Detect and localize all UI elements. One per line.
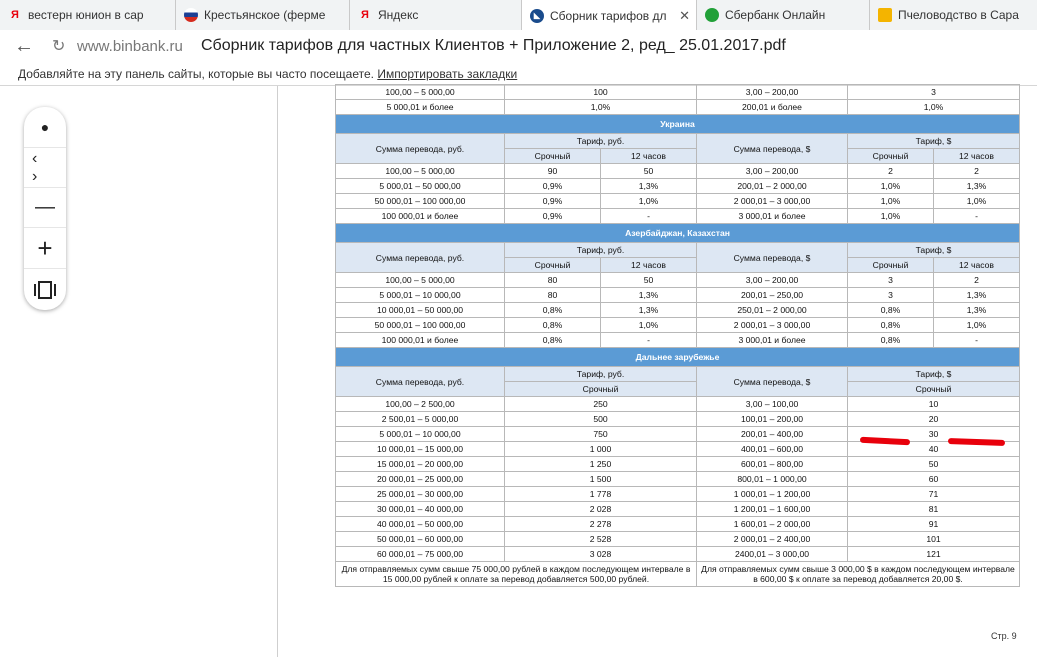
footnote-rub: Для отправляемых сумм свыше 75 000,00 рублей в каждом последующем интервале в 15 000,00 рублей к оплате за перевод добавляется 500,00 рублей. bbox=[336, 562, 697, 587]
table-row bbox=[336, 472, 1020, 487]
col-header-urgent: Срочный bbox=[505, 149, 601, 164]
table-footnote-row bbox=[336, 562, 1020, 587]
cell: 3,00 – 200,00 bbox=[697, 273, 848, 288]
cell: 2 000,01 – 3 000,00 bbox=[697, 194, 848, 209]
cell: 91 bbox=[848, 517, 1020, 532]
cell: 100,01 – 200,00 bbox=[697, 412, 848, 427]
cell: 50 000,01 – 100 000,00 bbox=[336, 194, 505, 209]
tab-beekeeping[interactable] bbox=[870, 0, 1037, 30]
cell: 200,01 – 250,00 bbox=[697, 288, 848, 303]
col-header-12h: 12 часов bbox=[934, 258, 1020, 273]
column-header-row bbox=[336, 243, 1020, 258]
cell: 81 bbox=[848, 502, 1020, 517]
table-row bbox=[336, 547, 1020, 562]
cell: 50 bbox=[601, 273, 697, 288]
cell: 1,0% bbox=[934, 194, 1020, 209]
col-header-sum-usd: Сумма перевода, $ bbox=[697, 367, 848, 397]
cell: - bbox=[601, 333, 697, 348]
table-row bbox=[336, 100, 1020, 115]
sberbank-favicon-icon bbox=[705, 8, 719, 22]
cell: 90 bbox=[505, 164, 601, 179]
table-row bbox=[336, 502, 1020, 517]
cell: 50 000,01 – 100 000,00 bbox=[336, 318, 505, 333]
tab-title: Сбербанк Онлайн bbox=[725, 8, 826, 22]
col-header-tariff-usd: Тариф, $ bbox=[848, 243, 1020, 258]
table-row bbox=[336, 164, 1020, 179]
cell: 100 bbox=[505, 85, 697, 100]
table-row bbox=[336, 427, 1020, 442]
cell: 2400,01 – 3 000,00 bbox=[697, 547, 848, 562]
cell: 2 bbox=[848, 164, 934, 179]
tariff-table bbox=[335, 84, 1020, 587]
cell: 10 000,01 – 15 000,00 bbox=[336, 442, 505, 457]
cell: 50 000,01 – 60 000,00 bbox=[336, 532, 505, 547]
table-row bbox=[336, 318, 1020, 333]
cell: 60 bbox=[848, 472, 1020, 487]
cell: 15 000,01 – 20 000,00 bbox=[336, 457, 505, 472]
cell: 3 000,01 и более bbox=[697, 209, 848, 224]
fit-page-icon[interactable] bbox=[24, 269, 66, 310]
col-header-sum-rub: Сумма перевода, руб. bbox=[336, 367, 505, 397]
cell: 200,01 и более bbox=[697, 100, 848, 115]
back-arrow-icon[interactable]: ← bbox=[14, 35, 34, 57]
col-header-urgent: Срочный bbox=[505, 258, 601, 273]
cell: 3 028 bbox=[505, 547, 697, 562]
cell: 100,00 – 5 000,00 bbox=[336, 85, 505, 100]
section-header-far-abroad bbox=[336, 348, 1020, 367]
yandex-favicon-icon: Я bbox=[11, 9, 19, 21]
col-header-sum-usd: Сумма перевода, $ bbox=[697, 134, 848, 164]
tab-title: Яндекс bbox=[378, 8, 419, 22]
tab-strip bbox=[0, 0, 1037, 31]
cell: 20 bbox=[848, 412, 1020, 427]
cell: 1 778 bbox=[505, 487, 697, 502]
table-row bbox=[336, 303, 1020, 318]
cell: 60 000,01 – 75 000,00 bbox=[336, 547, 505, 562]
cell: 1,3% bbox=[934, 288, 1020, 303]
col-header-12h: 12 часов bbox=[601, 258, 697, 273]
cell: 1 250 bbox=[505, 457, 697, 472]
cell: 400,01 – 600,00 bbox=[697, 442, 848, 457]
cell: 2 000,01 – 3 000,00 bbox=[697, 318, 848, 333]
table-row bbox=[336, 179, 1020, 194]
cell: 20 000,01 – 25 000,00 bbox=[336, 472, 505, 487]
col-header-tariff-rub: Тариф, руб. bbox=[505, 367, 697, 382]
cell: 2 bbox=[934, 164, 1020, 179]
col-header-urgent: Срочный bbox=[848, 149, 934, 164]
tab-title: Крестьянское (ферме bbox=[204, 8, 326, 22]
column-header-row bbox=[336, 134, 1020, 149]
russia-flag-icon bbox=[184, 8, 198, 22]
cell: 25 000,01 – 30 000,00 bbox=[336, 487, 505, 502]
col-header-sum-usd: Сумма перевода, $ bbox=[697, 243, 848, 273]
section-title: Азербайджан, Казахстан bbox=[336, 224, 1020, 243]
page-number: Стр. 9 bbox=[991, 631, 1017, 641]
tab-yandex[interactable] bbox=[350, 0, 522, 30]
cell: 600,01 – 800,00 bbox=[697, 457, 848, 472]
cell: 0,8% bbox=[505, 303, 601, 318]
fit-page-svg bbox=[32, 281, 58, 299]
table-row bbox=[336, 397, 1020, 412]
cell: 1,3% bbox=[601, 179, 697, 194]
cell: 5 000,01 и более bbox=[336, 100, 505, 115]
cell: 100,00 – 5 000,00 bbox=[336, 273, 505, 288]
cell: 5 000,01 – 50 000,00 bbox=[336, 179, 505, 194]
beekeeping-favicon-icon bbox=[878, 8, 892, 22]
cell: 10 bbox=[848, 397, 1020, 412]
reload-icon[interactable]: ↻ bbox=[52, 38, 66, 55]
cell: 2 528 bbox=[505, 532, 697, 547]
cell: 1 000,01 – 1 200,00 bbox=[697, 487, 848, 502]
col-header-tariff-usd: Тариф, $ bbox=[848, 367, 1020, 382]
url-domain[interactable]: www.binbank.ru bbox=[77, 38, 183, 55]
cell: 30 bbox=[848, 427, 1020, 442]
cell: 5 000,01 – 10 000,00 bbox=[336, 288, 505, 303]
yandex-favicon-icon: Я bbox=[361, 9, 369, 21]
cell: 250,01 – 2 000,00 bbox=[697, 303, 848, 318]
table-row bbox=[336, 85, 1020, 100]
cell: 3,00 – 200,00 bbox=[697, 85, 848, 100]
col-header-tariff-usd: Тариф, $ bbox=[848, 134, 1020, 149]
cell: 50 bbox=[601, 164, 697, 179]
col-header-urgent: Срочный bbox=[848, 258, 934, 273]
cell: 0,8% bbox=[505, 333, 601, 348]
cell: 71 bbox=[848, 487, 1020, 502]
cell: 1,3% bbox=[934, 179, 1020, 194]
cell: 200,01 – 400,00 bbox=[697, 427, 848, 442]
cell: 200,01 – 2 000,00 bbox=[697, 179, 848, 194]
cell: 250 bbox=[505, 397, 697, 412]
table-row bbox=[336, 273, 1020, 288]
address-bar bbox=[0, 30, 1037, 63]
cell: 0,9% bbox=[505, 209, 601, 224]
cell: 1 200,01 – 1 600,00 bbox=[697, 502, 848, 517]
cell: 1,0% bbox=[934, 318, 1020, 333]
zoom-in-icon[interactable]: + bbox=[24, 228, 66, 269]
cell: 30 000,01 – 40 000,00 bbox=[336, 502, 505, 517]
table-row bbox=[336, 517, 1020, 532]
cell: 5 000,01 – 10 000,00 bbox=[336, 427, 505, 442]
table-row bbox=[336, 442, 1020, 457]
cell: 100,00 – 2 500,00 bbox=[336, 397, 505, 412]
cell: - bbox=[601, 209, 697, 224]
zoom-out-icon[interactable]: — bbox=[24, 188, 66, 228]
import-bookmarks-link[interactable]: Импортировать закладки bbox=[377, 67, 518, 81]
cell: 40 bbox=[848, 442, 1020, 457]
cell: 0,9% bbox=[505, 194, 601, 209]
viewer-toolbar bbox=[24, 107, 66, 310]
cell: 3,00 – 100,00 bbox=[697, 397, 848, 412]
section-title: Украина bbox=[336, 115, 1020, 134]
dot-icon[interactable]: ● bbox=[24, 107, 66, 148]
cell: 80 bbox=[505, 288, 601, 303]
cell: 1 000 bbox=[505, 442, 697, 457]
cell: 0,8% bbox=[848, 303, 934, 318]
table-row bbox=[336, 412, 1020, 427]
binbank-favicon-icon: ◣ bbox=[530, 9, 544, 23]
col-header-tariff-rub: Тариф, руб. bbox=[505, 134, 697, 149]
cell: 2 500,01 – 5 000,00 bbox=[336, 412, 505, 427]
tab-title: Пчеловодство в Сара bbox=[898, 8, 1019, 22]
cell: 1,3% bbox=[934, 303, 1020, 318]
section-header-azerbaijan-kazakhstan bbox=[336, 224, 1020, 243]
col-header-12h: 12 часов bbox=[601, 149, 697, 164]
cell: 10 000,01 – 50 000,00 bbox=[336, 303, 505, 318]
cell: 3 bbox=[848, 288, 934, 303]
cell: 1 500 bbox=[505, 472, 697, 487]
cell: 0,9% bbox=[505, 179, 601, 194]
table-row bbox=[336, 194, 1020, 209]
section-title: Дальнее зарубежье bbox=[336, 348, 1020, 367]
cell: 80 bbox=[505, 273, 601, 288]
cell: 1,0% bbox=[848, 209, 934, 224]
col-header-urgent: Срочный bbox=[505, 382, 697, 397]
tab-title: Сборник тарифов дл bbox=[550, 8, 667, 23]
table-row bbox=[336, 487, 1020, 502]
cell: 1,0% bbox=[848, 179, 934, 194]
cell: 1,3% bbox=[601, 288, 697, 303]
cell: 1 600,01 – 2 000,00 bbox=[697, 517, 848, 532]
column-header-row bbox=[336, 367, 1020, 382]
tab-farm[interactable] bbox=[176, 0, 350, 30]
cell: - bbox=[934, 209, 1020, 224]
col-header-urgent: Срочный bbox=[848, 382, 1020, 397]
footnote-usd: Для отправляемых сумм свыше 3 000,00 $ в каждом последующем интервале в 600,00 $ к оплате за перевод добавляется 20,00 $. bbox=[697, 562, 1020, 587]
col-header-12h: 12 часов bbox=[934, 149, 1020, 164]
table-row bbox=[336, 532, 1020, 547]
cell: 3 bbox=[848, 273, 934, 288]
cell: 1,0% bbox=[601, 318, 697, 333]
cell: 1,0% bbox=[848, 194, 934, 209]
col-header-sum-rub: Сумма перевода, руб. bbox=[336, 243, 505, 273]
cell: 121 bbox=[848, 547, 1020, 562]
cell: 3,00 – 200,00 bbox=[697, 164, 848, 179]
cell: 101 bbox=[848, 532, 1020, 547]
prev-next-icon[interactable]: ‹ › bbox=[24, 148, 66, 188]
table-row bbox=[336, 457, 1020, 472]
cell: 0,8% bbox=[848, 333, 934, 348]
cell: 0,8% bbox=[848, 318, 934, 333]
table-row bbox=[336, 288, 1020, 303]
close-tab-icon[interactable]: ✕ bbox=[679, 8, 690, 23]
cell: 1,0% bbox=[505, 100, 697, 115]
page-left-edge bbox=[277, 86, 278, 657]
col-header-tariff-rub: Тариф, руб. bbox=[505, 243, 697, 258]
cell: 100 000,01 и более bbox=[336, 333, 505, 348]
cell: 3 bbox=[848, 85, 1020, 100]
cell: 2 028 bbox=[505, 502, 697, 517]
tab-title: вестерн юнион в сар bbox=[28, 8, 144, 22]
cell: 40 000,01 – 50 000,00 bbox=[336, 517, 505, 532]
cell: 100,00 – 5 000,00 bbox=[336, 164, 505, 179]
cell: 800,01 – 1 000,00 bbox=[697, 472, 848, 487]
bookmarks-hint bbox=[18, 67, 517, 81]
cell: 750 bbox=[505, 427, 697, 442]
bookmarks-bar bbox=[0, 63, 1037, 86]
table-row bbox=[336, 209, 1020, 224]
cell: 1,0% bbox=[601, 194, 697, 209]
table-row bbox=[336, 333, 1020, 348]
tab-western-union[interactable] bbox=[0, 0, 176, 30]
cell: 1,0% bbox=[848, 100, 1020, 115]
cell: 1,3% bbox=[601, 303, 697, 318]
col-header-sum-rub: Сумма перевода, руб. bbox=[336, 134, 505, 164]
cell: 0,8% bbox=[505, 318, 601, 333]
cell: 2 278 bbox=[505, 517, 697, 532]
cell: 2 bbox=[934, 273, 1020, 288]
bookmarks-hint-text: Добавляйте на эту панель сайты, которые вы часто посещаете. bbox=[18, 67, 374, 81]
cell: 50 bbox=[848, 457, 1020, 472]
cell: 100 000,01 и более bbox=[336, 209, 505, 224]
cell: 2 000,01 – 2 400,00 bbox=[697, 532, 848, 547]
cell: 500 bbox=[505, 412, 697, 427]
cell: 3 000,01 и более bbox=[697, 333, 848, 348]
tab-sberbank[interactable] bbox=[697, 0, 870, 30]
tab-binbank-tariffs[interactable] bbox=[522, 0, 697, 31]
cell: - bbox=[934, 333, 1020, 348]
section-header-ukraine bbox=[336, 115, 1020, 134]
url-page-title[interactable]: Сборник тарифов для частных Клиентов + Приложение 2, ред_ 25.01.2017.pdf bbox=[201, 37, 786, 54]
